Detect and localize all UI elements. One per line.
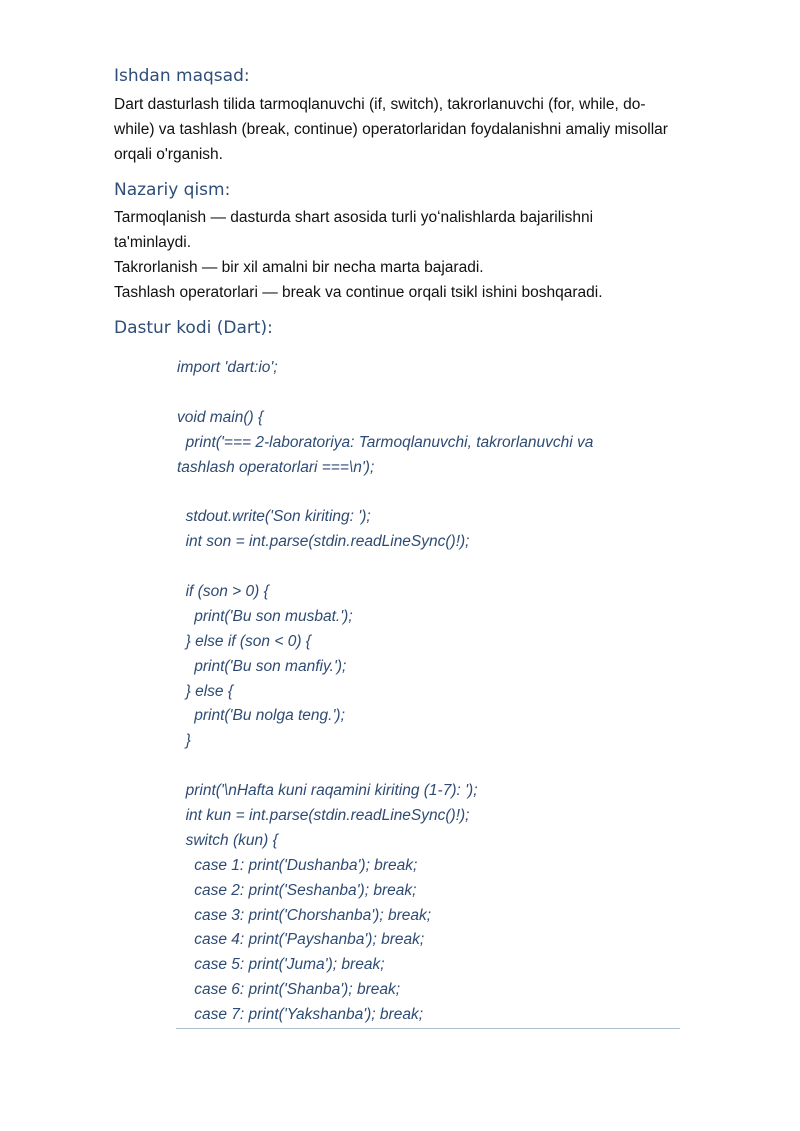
code-line [177,381,697,406]
code-line: } else { [177,682,234,700]
theory-paragraph [114,205,744,305]
code-line: } else if (son < 0) { [177,632,311,650]
code-line: case 2: print('Seshanba'); break; [177,881,417,899]
code-line: import 'dart:io'; [177,359,278,376]
code-line: print('=== 2-laboratoriya: Tarmoqlanuvchi, takrorlanuvchi va [177,433,594,451]
code-line: void main() { [177,408,264,426]
theory-line: Takrorlanish — bir xil amalni bir necha marta bajaradi. [114,259,484,276]
theory-heading: Nazariy qism: [114,180,231,200]
code-line: print('Bu son manfiy.'); [177,657,347,675]
code-line: print('Bu nolga teng.'); [177,707,345,725]
code-line: case 4: print('Payshanba'); break; [177,931,425,949]
code-line [177,754,697,779]
code-line: stdout.write('Son kiriting: '); [177,508,371,526]
code-line: case 3: print('Chorshanba'); break; [177,906,432,924]
theory-line: Tashlash operatorlari — break va continue orqali tsikl ishini boshqaradi. [114,284,603,301]
code-line: print('Bu son musbat.'); [177,607,353,625]
code-line [177,555,697,580]
goal-heading: Ishdan maqsad: [114,66,250,86]
code-block-divider [176,1028,680,1029]
code-line: if (son > 0) { [177,583,269,601]
goal-line: while) va tashlash (break, continue) operatorlaridan foydalanishni amaliy misollar [114,121,668,138]
code-line: case 1: print('Dushanba'); break; [177,856,418,874]
code-line: int kun = int.parse(stdin.readLineSync()!); [177,807,470,825]
goal-paragraph [114,92,744,167]
theory-line: ta'minlaydi. [114,234,192,251]
code-line: int son = int.parse(stdin.readLineSync()!); [177,533,470,551]
code-line: } [177,732,191,750]
code-heading: Dastur kodi (Dart): [114,318,273,338]
code-line: switch (kun) { [177,831,278,849]
code-line: case 6: print('Shanba'); break; [177,981,401,999]
theory-line: Tarmoqlanish — dasturda shart asosida turli yoʻnalishlarda bajarilishni [114,209,594,226]
code-line: case 7: print('Yakshanba'); break; [177,1006,424,1024]
goal-line: orqali o'rganish. [114,146,223,163]
code-line: tashlash operatorlari ===\n'); [177,458,375,476]
code-block [177,356,697,1028]
code-line [177,480,697,505]
goal-line: Dart dasturlash tilida tarmoqlanuvchi (if, switch), takrorlanuvchi (for, while, do- [114,96,646,113]
code-line: case 5: print('Juma'); break; [177,956,385,974]
code-line: print('\nHafta kuni raqamini kiriting (1-7): '); [177,782,478,800]
